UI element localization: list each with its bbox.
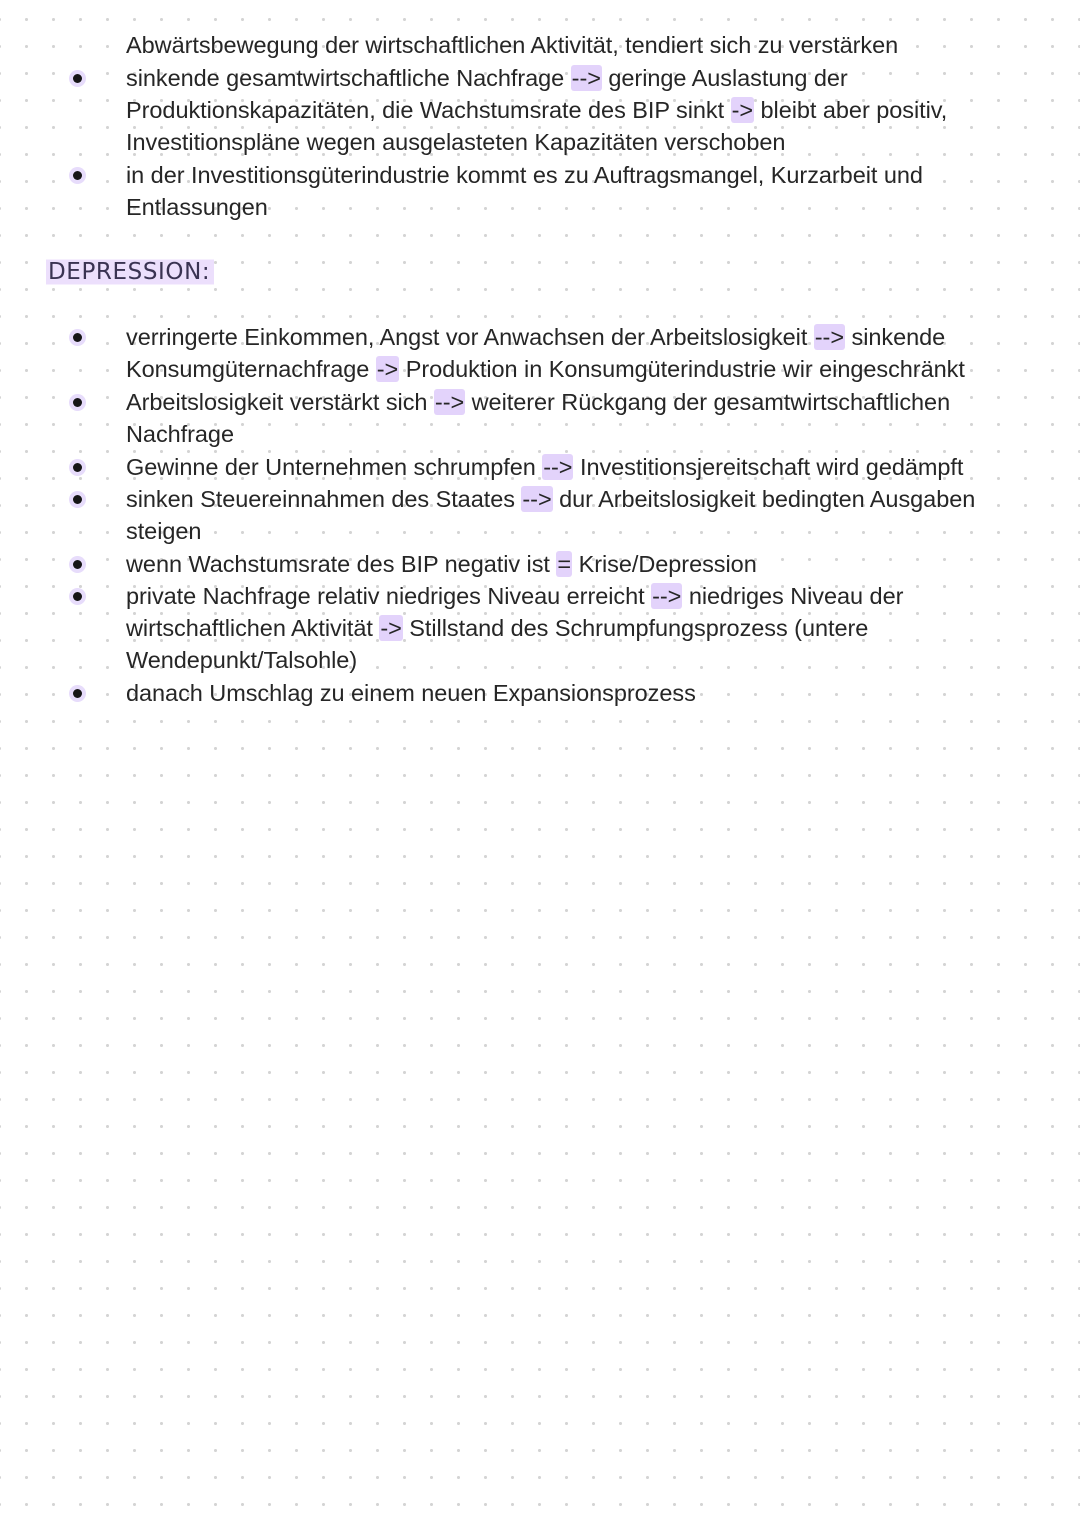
bullet-icon: [69, 556, 86, 573]
bullet-icon: [69, 459, 86, 476]
note-line: sinkende gesamtwirtschaftliche Nachfrage --> geringe Auslastung der: [126, 65, 848, 91]
note-line: verringerte Einkommen, Angst vor Anwachsen der Arbeitslosigkeit --> sinkende: [126, 324, 946, 350]
note-line: wirtschaftlichen Aktivität -> Stillstand des Schrumpfungsprozess (untere: [126, 615, 869, 641]
bullet-icon: [69, 491, 86, 508]
arrow-highlight: -->: [814, 324, 845, 350]
arrow-highlight: ->: [376, 356, 399, 382]
arrow-highlight: -->: [434, 389, 465, 415]
section-heading: DEPRESSION:: [46, 257, 214, 287]
note-line: Wendepunkt/Talsohle): [126, 647, 358, 673]
arrow-highlight: -->: [571, 65, 601, 91]
note-line: danach Umschlag zu einem neuen Expansionsprozess: [126, 680, 696, 706]
arrow-highlight: -->: [522, 486, 552, 512]
bullet-icon: [69, 329, 86, 346]
bullet-icon: [69, 70, 86, 87]
arrow-highlight: -->: [543, 454, 573, 480]
note-line: Abwärtsbewegung der wirtschaftlichen Aktivität, tendiert sich zu verstärken: [126, 32, 899, 58]
note-line: Gewinne der Unternehmen schrumpfen --> Investitionsjereitschaft wird gedämpft: [126, 454, 964, 480]
bullet-icon: [69, 588, 86, 605]
bullet-icon: [69, 167, 86, 184]
arrow-highlight: ->: [380, 615, 402, 641]
note-line: Konsumgüternachfrage -> Produktion in Konsumgüterindustrie wir eingeschränkt: [126, 356, 965, 382]
note-line: Nachfrage: [126, 421, 234, 447]
equals-highlight: =: [557, 551, 572, 577]
note-line: private Nachfrage relativ niedriges Niveau erreicht --> niedriges Niveau der: [126, 583, 904, 609]
note-line: Entlassungen: [126, 194, 268, 220]
note-line: sinken Steuereinnahmen des Staates --> dur Arbeitslosigkeit bedingten Ausgaben: [126, 486, 976, 512]
note-line: Investitionspläne wegen ausgelasteten Kapazitäten verschoben: [126, 129, 786, 155]
note-line: steigen: [126, 518, 202, 544]
arrow-highlight: ->: [731, 97, 754, 123]
bullet-icon: [69, 394, 86, 411]
note-line: Produktionskapazitäten, die Wachstumsrate des BIP sinkt -> bleibt aber positiv,: [126, 97, 948, 123]
note-line: in der Investitionsgüterindustrie kommt es zu Auftragsmangel, Kurzarbeit und: [126, 162, 923, 188]
note-line: wenn Wachstumsrate des BIP negativ ist = Krise/Depression: [126, 551, 757, 577]
note-line: Arbeitslosigkeit verstärkt sich --> weiterer Rückgang der gesamtwirtschaftlichen: [126, 389, 951, 415]
bullet-icon: [69, 685, 86, 702]
arrow-highlight: -->: [652, 583, 682, 609]
